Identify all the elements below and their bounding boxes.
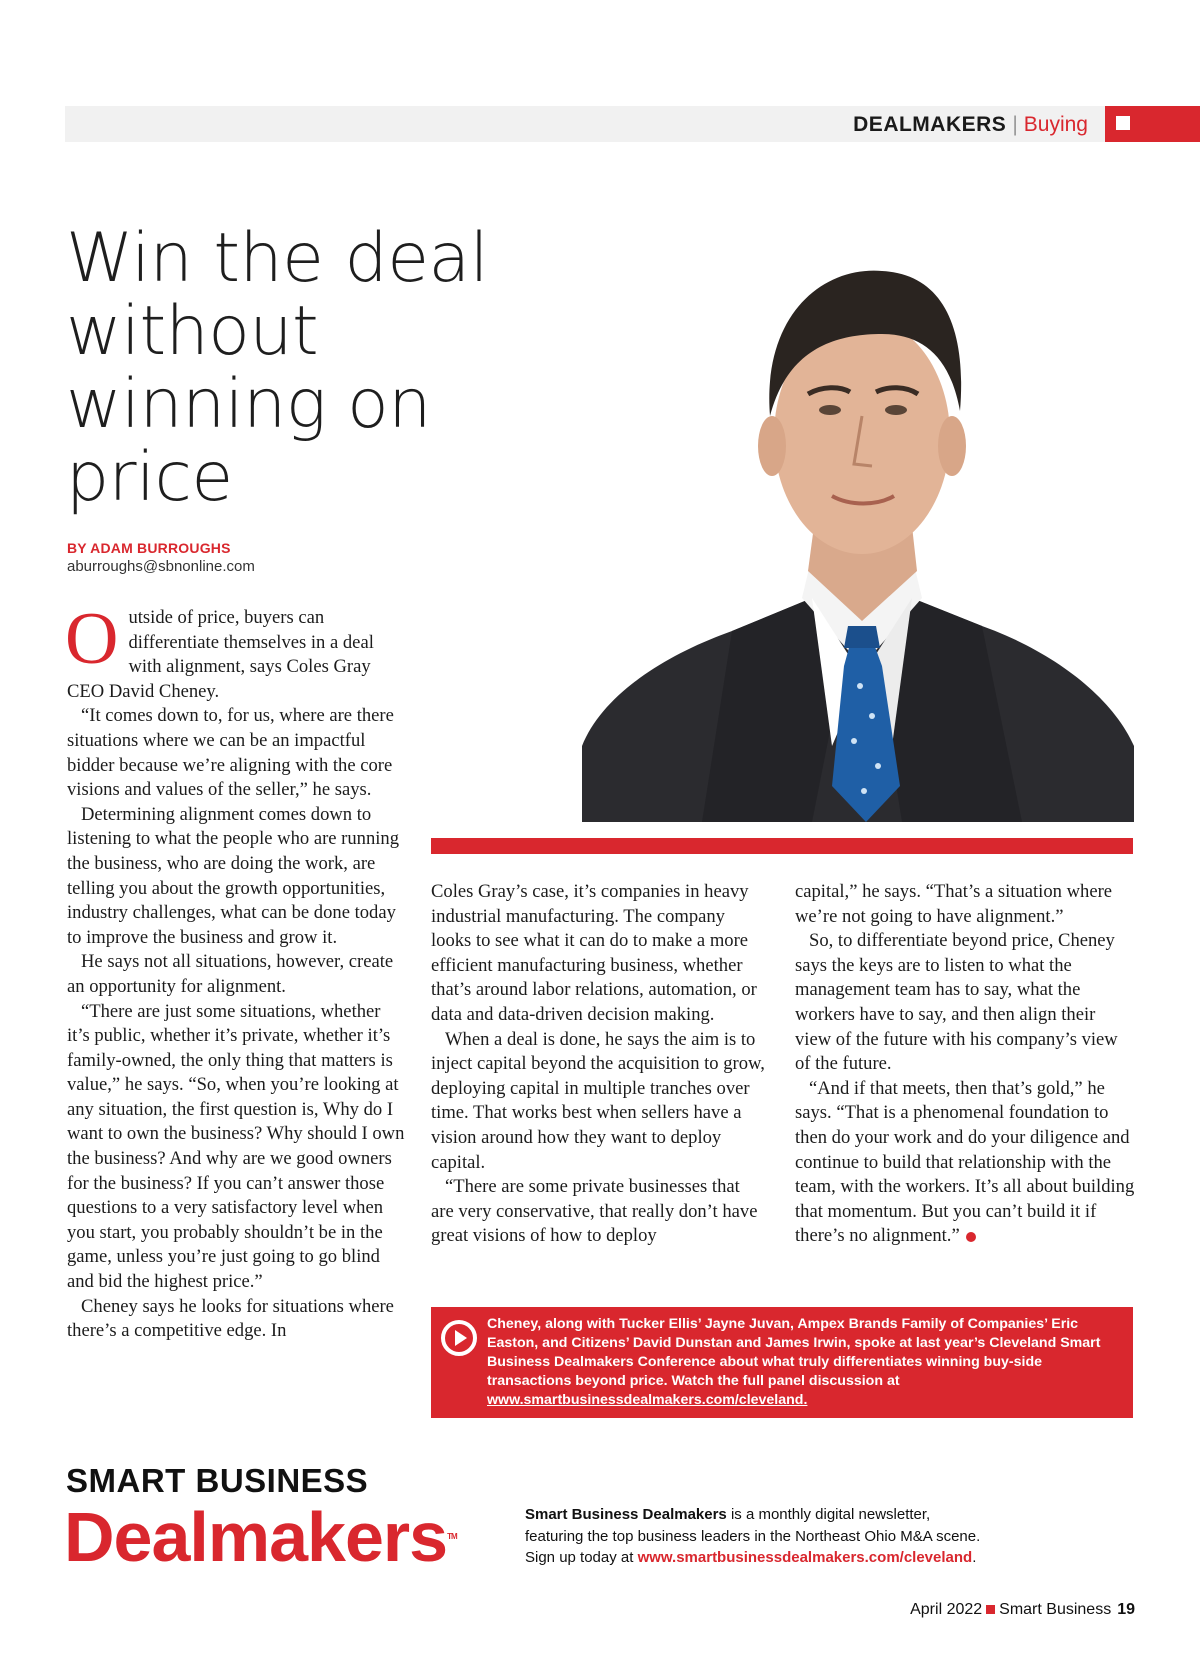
- newsletter-link[interactable]: www.smartbusinessdealmakers.com/cleveland: [637, 1549, 973, 1566]
- dropcap: O: [65, 598, 119, 680]
- brand-wordmark-logo: [64, 1497, 457, 1577]
- paragraph: Cheney says he looks for situations where there’s a competitive edge. In: [67, 1295, 394, 1342]
- section-label: DEALMAKERS: [853, 113, 1007, 136]
- newsletter-promo: [525, 1504, 1085, 1569]
- paragraph: [795, 1077, 1135, 1249]
- paragraph: “There are just some situations, whether it’s public, whether it’s private, whether it’s family-owned, the only thing that matters is value,” he says. “So, when you’re looking at any situation, the first question is, Why do I want to own the business? Why should I own the business? And why are we good owners for the business? If you can’t answer those questions to a very satisfactory level when you start, you probably shouldn’t be in the game, unless you’re just going to go blind and bid the highest price.”: [67, 1000, 405, 1293]
- paragraph: He says not all situations, however, create an opportunity for alignment.: [67, 951, 394, 997]
- publication-name: Smart Business: [999, 1601, 1112, 1618]
- paragraph: When a deal is done, he says the aim is to inject capital beyond the acquisition to grow, deploying capital in multiple tranches over time. That works best when sellers have a vision around how they want to deploy capital.: [431, 1028, 765, 1173]
- brand-logo-text: Dealmakers: [64, 1498, 448, 1576]
- paragraph: So, to differentiate beyond price, Cheney says the keys are to listen to what the management team has to say, what the workers have to say, and then align their view of the future with his company’s view of the future.: [795, 930, 1118, 1075]
- square-icon: [986, 1605, 995, 1614]
- paragraph-text: “And if that meets, then that’s gold,” he says. “That is a phenomenal foundation to then do your work and do your diligence and continue to build that relationship with the team, with the workers. It’s all about building that momentum. But you can’t build it if there’s no alignment.”: [795, 1077, 1135, 1247]
- red-divider: [431, 838, 1133, 854]
- page-footer: [910, 1601, 1135, 1619]
- section-separator: |: [1012, 113, 1018, 136]
- callout-text: [487, 1315, 1117, 1410]
- paragraph-text: utside of price, buyers can differentiate themselves in a deal with alignment, says Coles Gray CEO David Cheney.: [67, 607, 374, 702]
- trademark-mark: TM: [447, 1532, 457, 1541]
- section-header: [853, 112, 1088, 138]
- square-icon: [1116, 116, 1130, 130]
- byline: BY ADAM BURROUGHS: [67, 540, 231, 556]
- brand-wordmark-top: SMART BUSINESS: [66, 1462, 369, 1499]
- paragraph: [65, 598, 407, 704]
- newsletter-line1: is a monthly digital newsletter,: [726, 1506, 931, 1523]
- paragraph: capital,” he says. “That’s a situation where we’re not going to have alignment.”: [795, 881, 1113, 927]
- newsletter-line3-suffix: .: [972, 1549, 977, 1566]
- subject-portrait: [582, 226, 1134, 822]
- paragraph: “It comes down to, for us, where are there situations where we can be an impactful bidder because we’re aligning with the core visions and values of the seller,” he says.: [67, 705, 394, 801]
- subsection-label: Buying: [1023, 113, 1088, 136]
- article-column-1: [65, 598, 407, 1344]
- author-email[interactable]: aburroughs@sbnonline.com: [67, 558, 255, 575]
- play-circle-icon[interactable]: [440, 1319, 478, 1357]
- header-accent-block: [1105, 106, 1200, 142]
- newsletter-name: Smart Business Dealmakers: [525, 1506, 727, 1523]
- end-mark-icon: [966, 1232, 976, 1242]
- article-column-3: [795, 880, 1135, 1249]
- page-number: 19: [1117, 1601, 1135, 1618]
- callout-body: Cheney, along with Tucker Ellis’ Jayne Juvan, Ampex Brands Family of Companies’ Eric Easton, and Citizens’ David Dunstan and James Irwin, spoke at last year’s Cleveland Smart Business Dealmakers Conference about what truly differentiates winning buy-side transactions beyond price. Watch the full panel discussion at: [487, 1316, 1101, 1389]
- paragraph: Determining alignment comes down to listening to what the people who are running the business, who are doing the work, are telling you about the growth opportunities, industry challenges, what can be done today to improve the business and grow it.: [67, 803, 400, 948]
- newsletter-line3-prefix: Sign up today at: [525, 1549, 638, 1566]
- article-headline: Win the deal without winning on price: [66, 219, 489, 517]
- video-callout: [431, 1307, 1133, 1418]
- callout-link[interactable]: www.smartbusinessdealmakers.com/cleveland.: [487, 1392, 808, 1408]
- newsletter-line2: featuring the top business leaders in the Northeast Ohio M&A scene.: [525, 1527, 981, 1545]
- paragraph: Coles Gray’s case, it’s companies in heavy industrial manufacturing. The company looks to see what it can do to make a more efficient manufacturing business, whether that’s around labor relations, automation, or data and data-driven decision making.: [431, 881, 757, 1025]
- paragraph: “There are some private businesses that are very conservative, that really don’t have great visions of how to deploy: [431, 1176, 758, 1247]
- issue-date: April 2022: [910, 1601, 983, 1618]
- article-column-2: [431, 880, 766, 1249]
